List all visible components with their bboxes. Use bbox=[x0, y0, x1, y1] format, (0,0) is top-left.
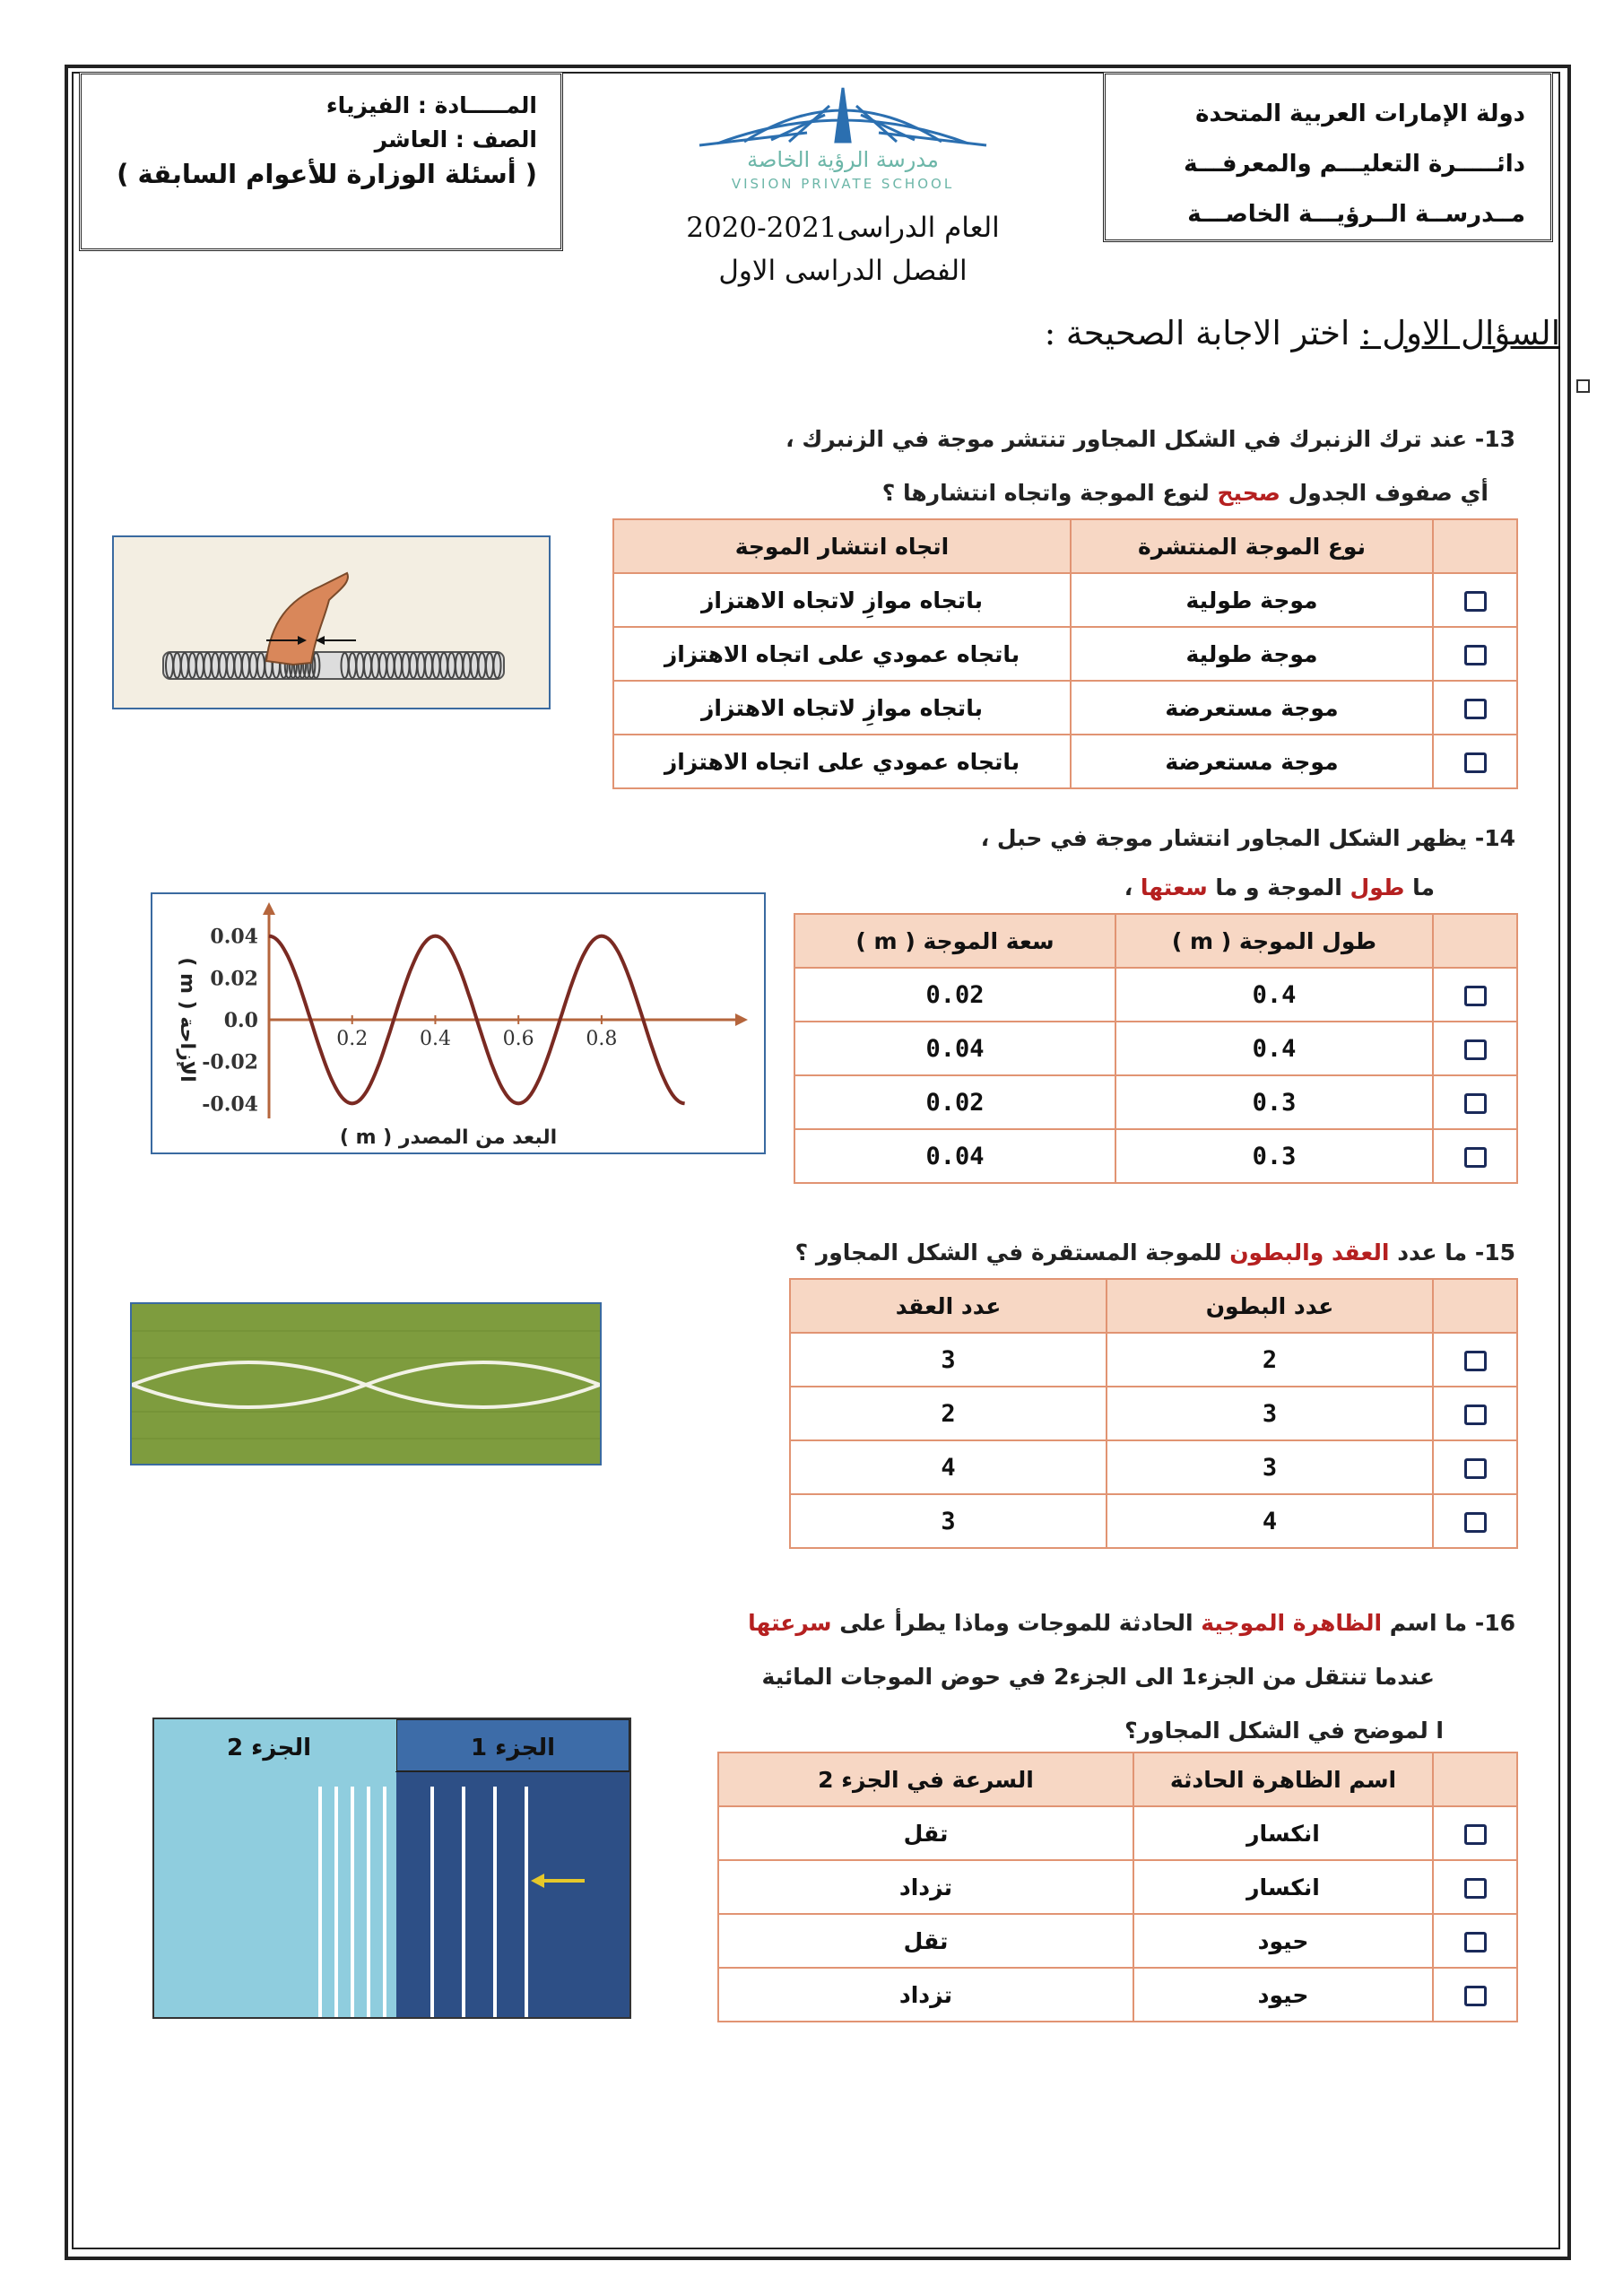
q14-highlight-amplitude: سعتها bbox=[1140, 874, 1208, 900]
table-header-row bbox=[613, 519, 1517, 573]
checkbox[interactable] bbox=[1464, 699, 1487, 719]
table-row[interactable] bbox=[718, 1914, 1517, 1968]
q14-stem-line1: 14- يظهر الشكل المجاور انتشار موجة في حبل ، bbox=[980, 825, 1515, 851]
table-cell: موجة طولية bbox=[1071, 573, 1433, 627]
table-row[interactable] bbox=[794, 1075, 1517, 1129]
q16-stem-line2: عندما تنتقل من الجزء1 الى الجزء2 في حوض الموجات المائية bbox=[761, 1664, 1435, 1690]
header-department: دائـــــرة التعليـــم والمعرفـــة bbox=[1184, 151, 1525, 178]
table-cell: حيود bbox=[1133, 1914, 1433, 1968]
q15-text: 15- ما عدد bbox=[1389, 1239, 1515, 1265]
question-label: السؤال الاول : bbox=[1360, 314, 1560, 352]
table-row[interactable] bbox=[790, 1440, 1517, 1494]
checkbox[interactable] bbox=[1464, 1039, 1487, 1060]
table-row[interactable] bbox=[613, 681, 1517, 735]
y-axis-arrow bbox=[263, 902, 275, 915]
checkbox[interactable] bbox=[1464, 591, 1487, 612]
checkbox[interactable] bbox=[1464, 1093, 1487, 1114]
y-tick-label: 0.0 bbox=[223, 1009, 258, 1032]
x-tick-label: 0.6 bbox=[502, 1028, 534, 1050]
column-header: سعة الموجة ( m ) bbox=[794, 914, 1115, 968]
table-cell: 4 bbox=[1107, 1494, 1433, 1548]
table-row[interactable] bbox=[613, 627, 1517, 681]
q14-highlight-wavelength: طول bbox=[1350, 874, 1405, 900]
checkbox[interactable] bbox=[1464, 1986, 1487, 2006]
margin-square bbox=[1576, 379, 1590, 393]
table-row[interactable] bbox=[790, 1494, 1517, 1548]
header-country: دولة الإمارات العربية المتحدة bbox=[1195, 100, 1525, 127]
q13-options-table bbox=[612, 518, 1518, 789]
q16-highlight-speed: سرعتها bbox=[748, 1610, 832, 1636]
q15-text-end: للموجة المستقرة في الشكل المجاور ؟ bbox=[794, 1239, 1230, 1265]
table-row[interactable] bbox=[794, 968, 1517, 1022]
table-cell: 3 bbox=[790, 1333, 1107, 1387]
q14-text-mid: الموجة و ما bbox=[1207, 874, 1350, 900]
column-header: اتجاه انتشار الموجة bbox=[613, 519, 1071, 573]
table-header-row bbox=[718, 1752, 1517, 1806]
header-empty-cell bbox=[1433, 1279, 1517, 1333]
x-axis-label: البعد من المصدر ( m ) bbox=[339, 1126, 558, 1149]
header-school: مــدرســة الــرؤيـــة الخاصـــة bbox=[1187, 201, 1525, 228]
table-cell: باتجاه عمودي على اتجاه الاهتزاز bbox=[613, 735, 1071, 788]
q13-highlight: صحيح bbox=[1217, 480, 1280, 506]
table-row[interactable] bbox=[794, 1129, 1517, 1183]
table-cell: 2 bbox=[1107, 1333, 1433, 1387]
table-row[interactable] bbox=[718, 1806, 1517, 1860]
q16-text-mid: الحادثة للموجات وماذا يطرأ على bbox=[831, 1610, 1202, 1636]
table-cell: باتجاه عمودي على اتجاه الاهتزاز bbox=[613, 627, 1071, 681]
table-row[interactable] bbox=[790, 1333, 1517, 1387]
table-cell: 0.02 bbox=[794, 1075, 1115, 1129]
q16-text: 16- ما اسم bbox=[1382, 1610, 1515, 1636]
q15-highlight: العقد والبطون bbox=[1229, 1239, 1390, 1265]
semester: الفصل الدراسى الاول bbox=[718, 255, 968, 287]
table-cell: 0.3 bbox=[1115, 1129, 1433, 1183]
y-tick-label: 0.02 bbox=[210, 967, 258, 991]
table-cell: موجة مستعرضة bbox=[1071, 681, 1433, 735]
checkbox[interactable] bbox=[1464, 1932, 1487, 1952]
school-logo bbox=[610, 70, 1076, 204]
section-title bbox=[897, 314, 1560, 352]
header-note: ( أسئلة الوزارة للأعوام السابقة ) bbox=[117, 159, 537, 189]
table-cell: تزداد bbox=[718, 1968, 1133, 2022]
y-tick-label: 0.04 bbox=[210, 925, 258, 949]
column-header: نوع الموجة المنتشرة bbox=[1071, 519, 1433, 573]
checkbox[interactable] bbox=[1464, 1878, 1487, 1899]
header-grade: الصف : العاشر bbox=[374, 126, 537, 152]
column-header: عدد البطون bbox=[1107, 1279, 1433, 1333]
table-cell: 3 bbox=[1107, 1440, 1433, 1494]
table-cell: 0.4 bbox=[1115, 1022, 1433, 1075]
spring-figure bbox=[112, 535, 551, 709]
x-tick-label: 0.8 bbox=[586, 1028, 618, 1050]
table-cell: حيود bbox=[1133, 1968, 1433, 2022]
table-cell: انكسار bbox=[1133, 1806, 1433, 1860]
q14-options-table bbox=[794, 913, 1518, 1184]
checkbox[interactable] bbox=[1464, 752, 1487, 773]
q13-stem-line2 bbox=[628, 480, 1488, 506]
checkbox[interactable] bbox=[1464, 1351, 1487, 1371]
ripple-tank-figure bbox=[152, 1718, 631, 2019]
y-axis-label: الإزاحة ( m ) bbox=[176, 957, 198, 1083]
wave-chart bbox=[152, 894, 764, 1152]
header-empty-cell bbox=[1433, 914, 1517, 968]
checkbox[interactable] bbox=[1464, 1405, 1487, 1425]
table-row[interactable] bbox=[718, 1968, 1517, 2022]
table-cell: باتجاه موازِ لاتجاه الاهتزاز bbox=[613, 573, 1071, 627]
header-subject: المـــــادة : الفيزياء bbox=[325, 92, 537, 118]
q16-stem-line1 bbox=[628, 1610, 1515, 1636]
header-subject-box bbox=[79, 72, 563, 251]
q13-stem-line1: 13- عند ترك الزنبرك في الشكل المجاور تنتشر موجة في الزنبرك ، bbox=[785, 426, 1515, 452]
checkbox[interactable] bbox=[1464, 986, 1487, 1006]
checkbox[interactable] bbox=[1464, 1147, 1487, 1168]
y-tick-label: -0.04 bbox=[202, 1092, 258, 1117]
tank-part2-label: الجزء 2 bbox=[226, 1735, 312, 1761]
checkbox[interactable] bbox=[1464, 645, 1487, 665]
column-header: طول الموجة ( m ) bbox=[1115, 914, 1433, 968]
table-row[interactable] bbox=[794, 1022, 1517, 1075]
x-tick-label: 0.2 bbox=[336, 1028, 369, 1050]
standing-wave-figure bbox=[130, 1302, 602, 1465]
academic-year: العام الدراسى2021-2020 bbox=[686, 212, 1000, 244]
y-tick-label: -0.02 bbox=[202, 1050, 258, 1074]
table-cell: موجة طولية bbox=[1071, 627, 1433, 681]
logo-arabic-text: مدرسة الرؤية الخاصة bbox=[747, 147, 939, 172]
column-header: اسم الظاهرة الحادثة bbox=[1133, 1752, 1433, 1806]
table-cell: 0.4 bbox=[1115, 968, 1433, 1022]
table-cell: باتجاه موازِ لاتجاه الاهتزاز bbox=[613, 681, 1071, 735]
table-cell: 4 bbox=[790, 1440, 1107, 1494]
table-cell: 3 bbox=[790, 1494, 1107, 1548]
table-row[interactable] bbox=[613, 573, 1517, 627]
table-row[interactable] bbox=[613, 735, 1517, 788]
column-header: السرعة في الجزء 2 bbox=[718, 1752, 1133, 1806]
q16-highlight-phenomenon: الظاهرة الموجية bbox=[1201, 1610, 1383, 1636]
checkbox[interactable] bbox=[1464, 1512, 1487, 1533]
table-cell: 3 bbox=[1107, 1387, 1433, 1440]
table-header-row bbox=[794, 914, 1517, 968]
table-cell: تزداد bbox=[718, 1860, 1133, 1914]
checkbox[interactable] bbox=[1464, 1458, 1487, 1479]
table-cell: 0.3 bbox=[1115, 1075, 1433, 1129]
wave-chart-panel bbox=[151, 892, 766, 1154]
q15-stem bbox=[628, 1239, 1515, 1265]
table-row[interactable] bbox=[790, 1387, 1517, 1440]
table-cell: انكسار bbox=[1133, 1860, 1433, 1914]
checkbox[interactable] bbox=[1464, 1824, 1487, 1845]
q14-text-end: ، bbox=[1124, 874, 1141, 900]
q16-stem-line3: ا لموضح في الشكل المجاور؟ bbox=[1124, 1718, 1444, 1744]
table-header-row bbox=[790, 1279, 1517, 1333]
table-cell: 0.04 bbox=[794, 1022, 1115, 1075]
table-cell: تقل bbox=[718, 1914, 1133, 1968]
header-empty-cell bbox=[1433, 519, 1517, 573]
tank-part1-label: الجزء 1 bbox=[470, 1735, 556, 1761]
header-ministry-box bbox=[1103, 72, 1553, 242]
table-cell: 0.02 bbox=[794, 968, 1115, 1022]
q13-text-end: لنوع الموجة واتجاه انتشارها ؟ bbox=[881, 480, 1218, 506]
q15-options-table bbox=[789, 1278, 1518, 1549]
logo-english-text: VISION PRIVATE SCHOOL bbox=[731, 176, 955, 192]
question-instruction: اختر الاجابة الصحيحة : bbox=[1044, 314, 1350, 352]
table-cell: موجة مستعرضة bbox=[1071, 735, 1433, 788]
column-header: عدد العقد bbox=[790, 1279, 1107, 1333]
x-tick-label: 0.4 bbox=[419, 1028, 451, 1050]
x-axis-arrow bbox=[735, 1013, 748, 1026]
q16-options-table bbox=[717, 1752, 1518, 2022]
header-empty-cell bbox=[1433, 1752, 1517, 1806]
academic-year-block bbox=[628, 206, 1058, 292]
table-row[interactable] bbox=[718, 1860, 1517, 1914]
table-cell: 2 bbox=[790, 1387, 1107, 1440]
table-cell: 0.04 bbox=[794, 1129, 1115, 1183]
q13-text: أي صفوف الجدول bbox=[1280, 480, 1488, 506]
table-cell: تقل bbox=[718, 1806, 1133, 1860]
q14-text: ما bbox=[1404, 874, 1435, 900]
